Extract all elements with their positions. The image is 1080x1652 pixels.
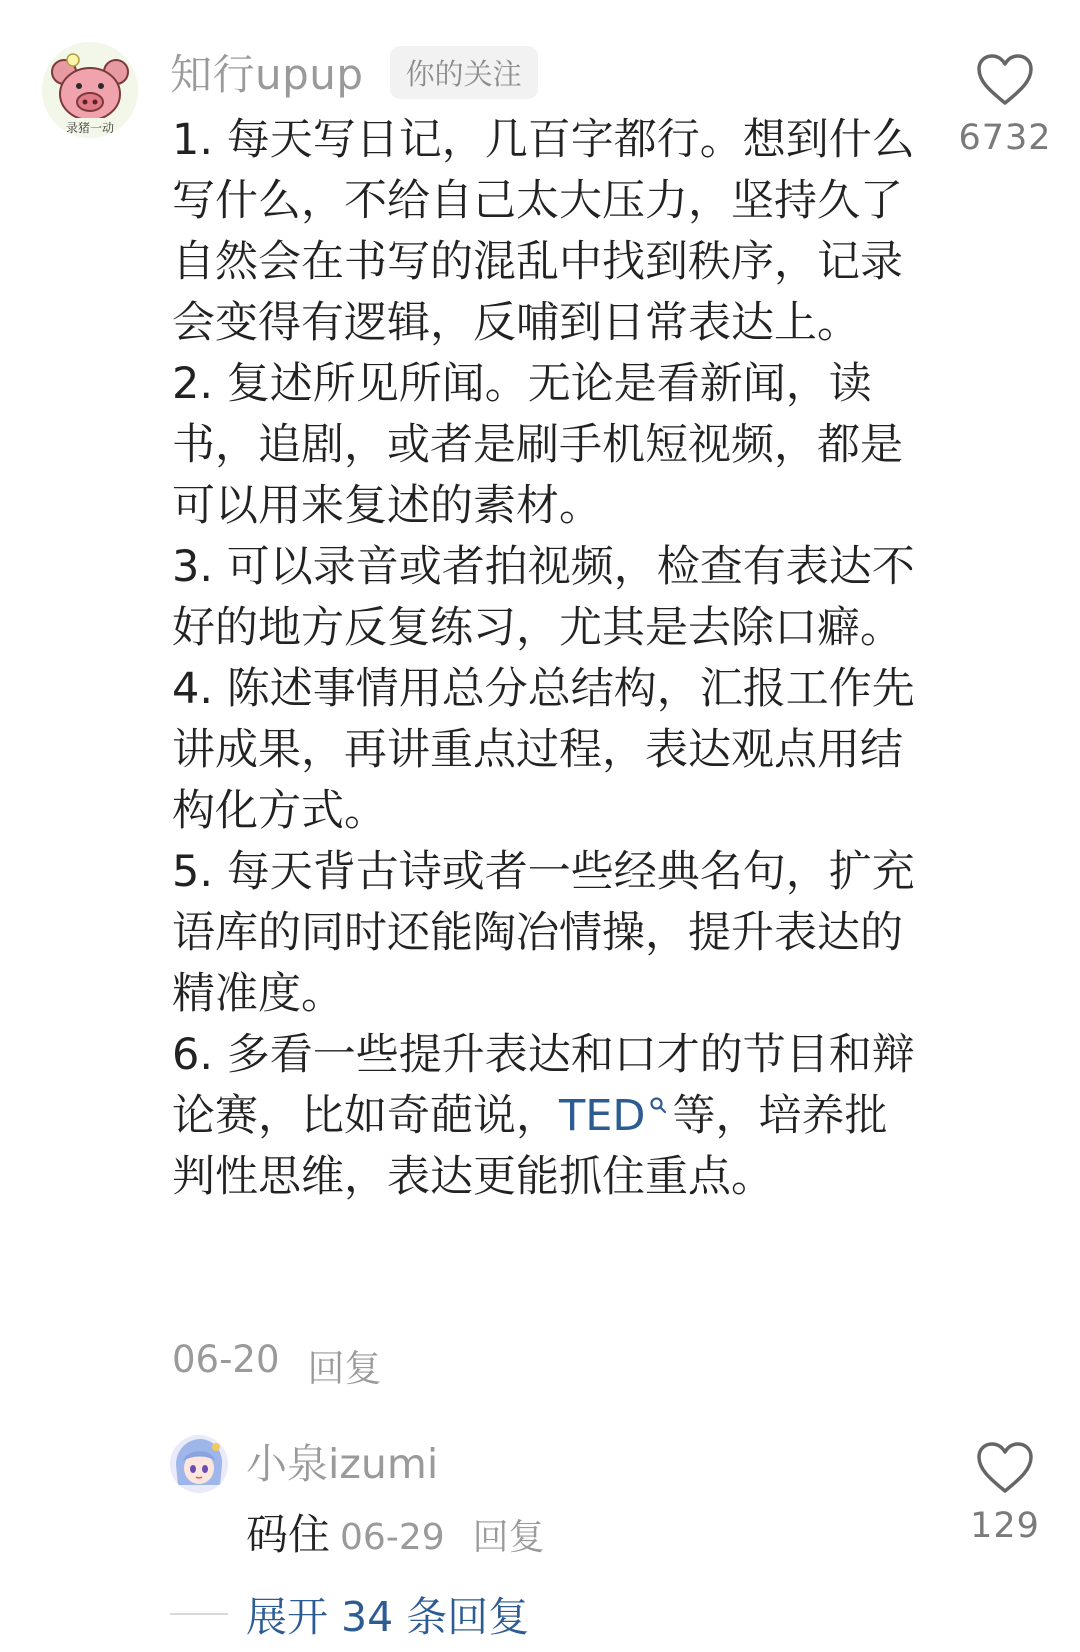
pig-avatar-image: [42, 42, 138, 138]
comment-paragraph: 3. 可以录音或者拍视频，检查有表达不好的地方反复练习，尤其是去除口癖。: [172, 542, 915, 653]
follow-badge: 你的关注: [390, 46, 538, 99]
comment-paragraph: 1. 每天写日记，几百字都行。想到什么写什么，不给自己太大压力，坚持久了自然会在书写的混乱中找到秩序，记录会变得有逻辑，反哺到日常表达上。: [172, 115, 915, 348]
reply-date: 06-29: [340, 1517, 445, 1558]
reply-user-avatar[interactable]: [170, 1435, 228, 1493]
username[interactable]: 知行upup: [170, 50, 364, 99]
comment-paragraph: 2. 复述所见所闻。无论是看新闻，读书，追剧，或者是刷手机短视频，都是可以用来复述的素材。: [172, 359, 903, 531]
comment-meta: [172, 1338, 382, 1392]
reply-content-row: [246, 1502, 545, 1562]
ted-link-text[interactable]: TED: [559, 1091, 646, 1141]
heart-outline-icon[interactable]: [975, 1440, 1035, 1496]
comment-text: [172, 110, 920, 1208]
heart-outline-icon[interactable]: [975, 52, 1035, 108]
user-avatar[interactable]: [42, 42, 138, 138]
anime-avatar-image: [170, 1435, 228, 1493]
ted-search-link[interactable]: [559, 1091, 673, 1141]
paragraph-text: 6. 多看一些提升表达和口才的节目和辩论赛，比如奇葩说，: [172, 1030, 915, 1141]
divider-line: [170, 1613, 228, 1615]
reply-like-area: [945, 1440, 1065, 1546]
comment-header: [170, 42, 538, 102]
expand-replies-label[interactable]: 展开 34 条回复: [246, 1593, 530, 1641]
paragraph-text: 等，培养批判性思维，表达更能抓住重点。: [172, 1091, 888, 1202]
reply-username[interactable]: 小泉izumi: [246, 1440, 439, 1488]
reply-button[interactable]: 回复: [307, 1347, 382, 1390]
comment-date: 06-20: [172, 1338, 280, 1381]
reply-like-count: 129: [970, 1506, 1040, 1546]
reply-text: 码住: [246, 1510, 331, 1559]
search-icon: [649, 1096, 667, 1114]
comment-paragraph: 5. 每天背古诗或者一些经典名句，扩充语库的同时还能陶冶情操，提升表达的精准度。: [172, 847, 915, 1019]
comment-paragraph: 4. 陈述事情用总分总结构，汇报工作先讲成果，再讲重点过程，表达观点用结构化方式。: [172, 664, 915, 836]
like-count: 6732: [958, 118, 1052, 158]
like-area: [945, 52, 1065, 158]
expand-replies-button[interactable]: [170, 1584, 529, 1643]
comment-paragraph-last: [172, 1025, 920, 1208]
avatar-caption: 录猪一动: [65, 121, 115, 135]
reply-to-reply-button[interactable]: 回复: [472, 1517, 545, 1558]
